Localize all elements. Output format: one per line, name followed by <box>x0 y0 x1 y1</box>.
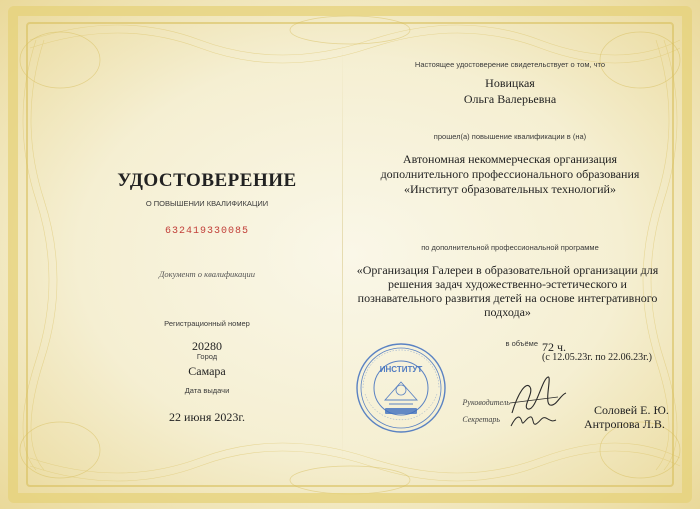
program-name: «Организация Галереи в образовательной организации для решения задач художественно-эстетического и познавательного развития детей на основе интегративного подхода» <box>356 263 659 319</box>
issue-date: 22 июня 2023г. <box>169 410 245 424</box>
city-label: Город <box>196 352 218 361</box>
registration-label: Регистрационный номер <box>164 319 250 328</box>
certificate-subtitle: О ПОВЫШЕНИИ КВАЛИФИКАЦИИ <box>145 199 269 208</box>
institute-seal-stamp <box>355 342 447 434</box>
intro-text: Настоящее удостоверение свидетельствует о том, что <box>414 60 606 69</box>
volume-label: в объёме <box>505 339 538 348</box>
hours: 72 ч. <box>542 340 567 354</box>
head-name: Соловей Е. Ю. <box>594 403 669 417</box>
program-label: по дополнительной профессиональной программе <box>421 243 599 252</box>
secretary-name: Антропова Л.В. <box>584 417 665 431</box>
stamp-text: ИНСТИТУТ <box>379 365 423 374</box>
document-type: Документ о квалификации <box>158 269 256 279</box>
issue-date-label: Дата выдачи <box>184 386 230 395</box>
secretary-role-label: Секретарь <box>462 415 500 424</box>
head-role-label: Руководитель <box>462 398 510 407</box>
city: Самара <box>188 364 226 378</box>
registration-number: 20280 <box>192 339 222 353</box>
holder-given-names: Ольга Валерьевна <box>463 92 557 106</box>
passed-label: прошел(а) повышение квалификации в (на) <box>433 132 587 141</box>
fold-line <box>342 40 343 470</box>
study-period: (с 12.05.23г. по 22.06.23г.) <box>542 352 652 363</box>
holder-surname: Новицкая <box>485 76 535 90</box>
certificate-title: УДОСТОВЕРЕНИЕ <box>117 170 297 191</box>
serial-number: 632419330085 <box>164 226 249 237</box>
secretary-signature <box>508 408 558 432</box>
organization-name: Автономная некоммерческая организация дополнительного профессионального образования «Институт образовательных технологий» <box>380 152 640 196</box>
